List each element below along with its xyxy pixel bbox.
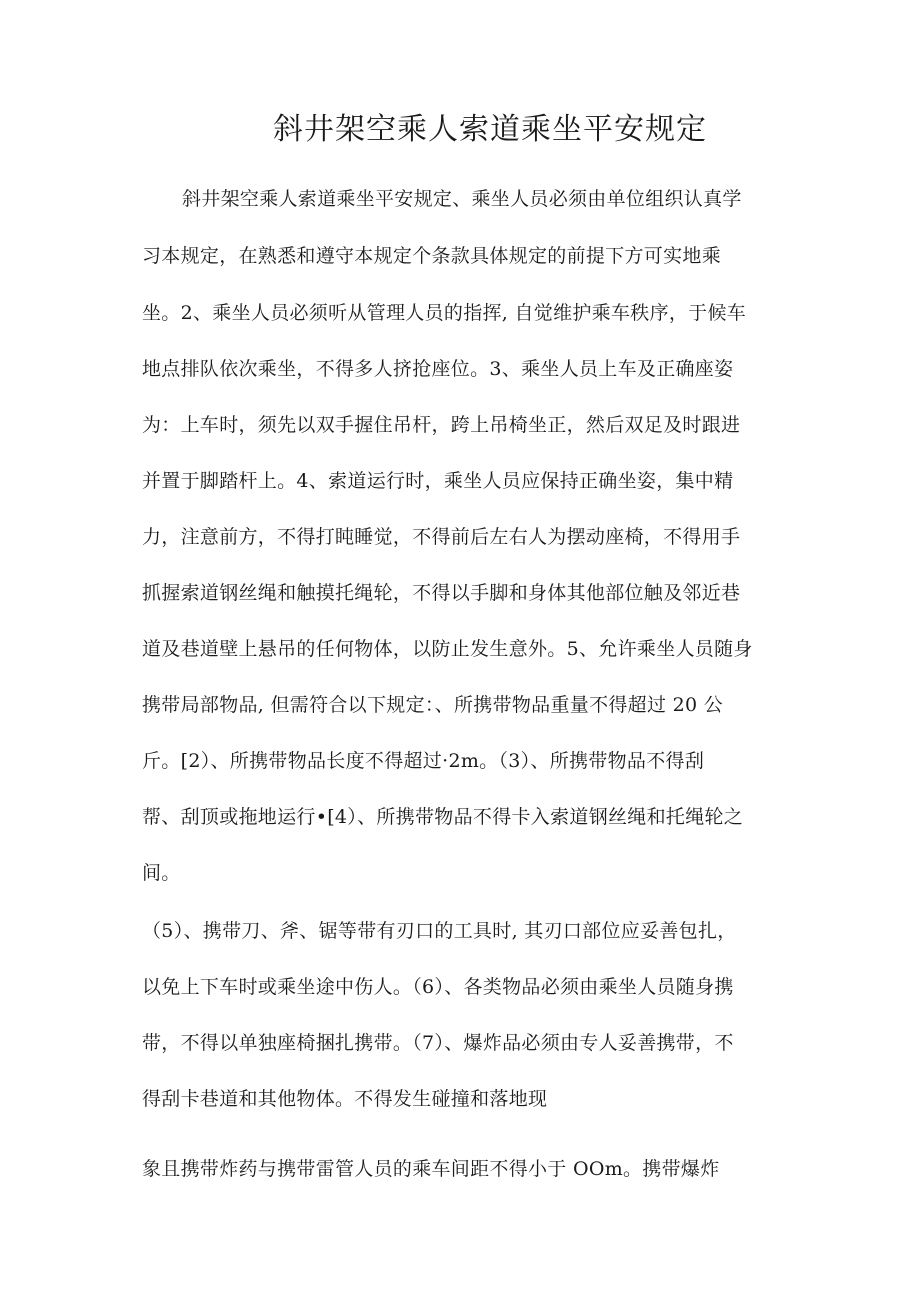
paragraph-line-8: 抓握索道钢丝绳和触摸托绳轮，不得以手脚和身体其他部位触及邻近巷	[142, 582, 741, 604]
paragraph-line-18: 象且携带炸药与携带雷管人员的乘车间距不得小于 OOm。携带爆炸	[142, 1158, 720, 1180]
paragraph-line-9: 道及巷道壁上悬吊的任何物体，以防止发生意外。5、允许乘坐人员随身	[142, 638, 753, 660]
paragraph-line-6: 并置于脚踏杆上。4、索道运行时，乘坐人员应保持正确坐姿，集中精	[142, 470, 734, 492]
document-title: 斜井架空乘人索道乘坐平安规定	[273, 112, 707, 147]
paragraph-line-17: 得刮卡巷道和其他物体。不得发生碰撞和落地现	[142, 1088, 548, 1110]
paragraph-line-14: （5）、携带刀、斧、锯等带有刃口的工具时, 其刃口部位应妥善包扎，	[142, 920, 737, 942]
paragraph-line-11: 斤。[2）、所携带物品长度不得超过·2m。（3）、所携带物品不得刮	[142, 750, 705, 772]
paragraph-line-10: 携带局部物品, 但需符合以下规定：、所携带物品重量不得超过 20 公	[142, 694, 724, 716]
paragraph-line-7: 力，注意前方，不得打盹睡觉，不得前后左右人为摆动座椅，不得用手	[142, 526, 741, 548]
paragraph-line-13: 间。	[142, 862, 181, 884]
paragraph-line-5: 为：上车时，须先以双手握住吊杆，跨上吊椅坐正，然后双足及时跟进	[142, 414, 741, 436]
paragraph-line-3: 坐。2、乘坐人员必须听从管理人员的指挥, 自觉维护乘车秩序，于候车	[142, 302, 747, 324]
paragraph-line-2: 习本规定，在熟悉和遵守本规定个条款具体规定的前提下方可实地乘	[142, 245, 722, 267]
paragraph-line-12: 帮、刮顶或拖地运行•[4）、所携带物品不得卡入索道钢丝绳和托绳轮之	[142, 806, 744, 828]
paragraph-line-16: 带，不得以单独座椅捆扎携带。（7）、爆炸品必须由专人妥善携带，不	[142, 1032, 734, 1054]
paragraph-line-15: 以免上下车时或乘坐途中伤人。（6）、各类物品必须由乘坐人员随身携	[142, 976, 734, 998]
paragraph-line-4: 地点排队依次乘坐，不得多人挤抢座位。3、乘坐人员上车及正确座姿	[142, 358, 734, 380]
paragraph-line-1: 斜井架空乘人索道乘坐平安规定、乘坐人员必须由单位组织认真学	[182, 188, 742, 210]
